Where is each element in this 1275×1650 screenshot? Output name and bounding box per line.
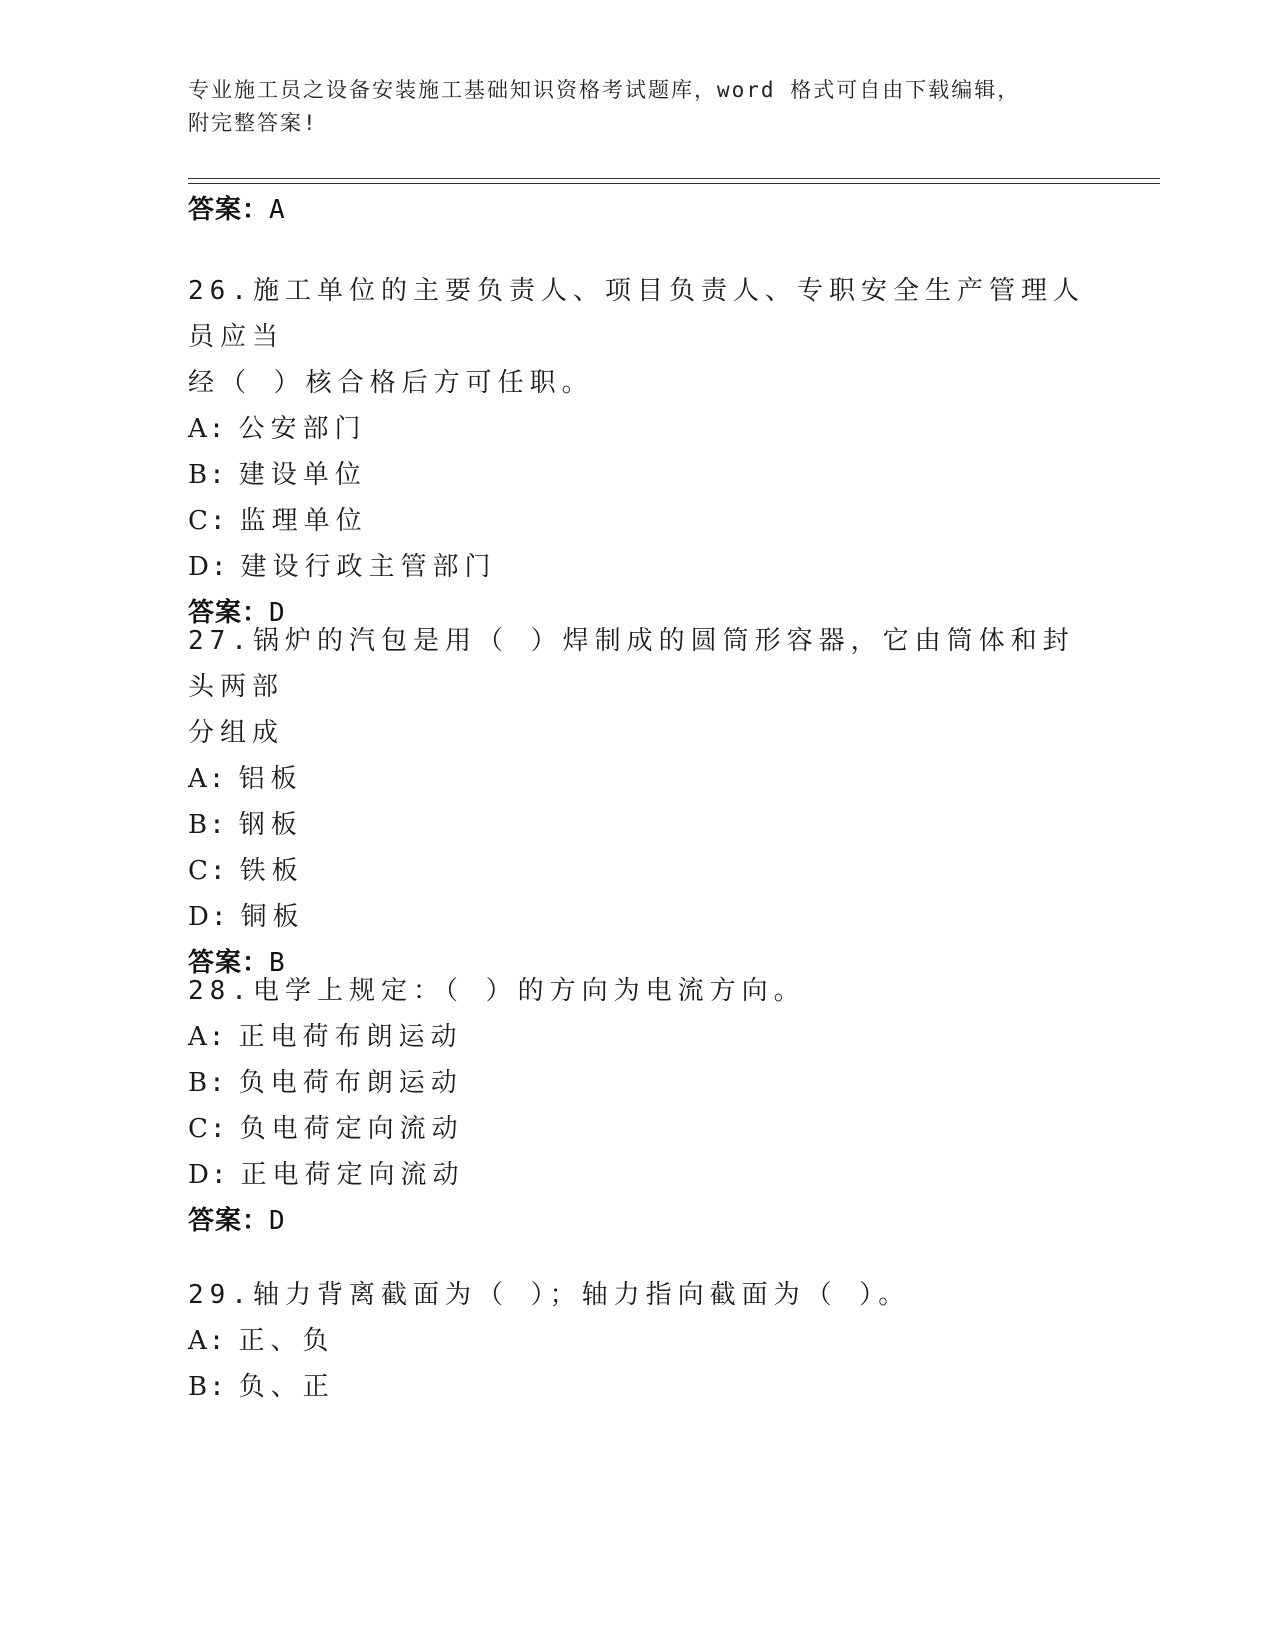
question-stem-line-1: 26.施工单位的主要负责人、项目负责人、专职安全生产管理人员应当: [188, 276, 1085, 352]
option-key: A: [188, 1326, 209, 1356]
option-d: [188, 1152, 1088, 1198]
option-separator: :: [208, 1326, 225, 1356]
option-text: 铝板: [238, 764, 303, 794]
option-d: [188, 544, 1088, 590]
option-key: C: [188, 856, 210, 886]
header-line-2: 附完整答案!: [188, 111, 318, 135]
option-text: 建设行政主管部门: [240, 552, 497, 582]
option-key: A: [188, 1022, 209, 1052]
option-text: 正、负: [238, 1326, 335, 1356]
option-text: 负电荷布朗运动: [238, 1068, 463, 1098]
option-text: 公安部门: [238, 414, 367, 444]
question-26: [188, 268, 1088, 636]
question-stem-line-1: 27.锅炉的汽包是用（ ）焊制成的圆筒形容器，它由筒体和封头两部: [188, 626, 1075, 702]
option-key: A: [188, 764, 209, 794]
option-text: 钢板: [238, 810, 303, 840]
option-key: B: [188, 460, 210, 490]
option-c: [188, 498, 1088, 544]
header-divider-bottom: [188, 183, 1160, 184]
answer-value: B: [269, 948, 287, 978]
option-separator: :: [210, 902, 227, 932]
question-27: [188, 618, 1088, 986]
question-stem-line-2: 经（ ）核合格后方可任职。: [188, 368, 594, 398]
option-separator: :: [209, 1372, 225, 1402]
option-text: 正电荷布朗运动: [238, 1022, 463, 1052]
option-text: 负电荷定向流动: [239, 1114, 464, 1144]
option-separator: :: [209, 1068, 225, 1098]
option-key: B: [188, 1068, 210, 1098]
document-header: [188, 74, 1088, 140]
option-text: 铁板: [239, 856, 304, 886]
option-key: D: [188, 552, 211, 582]
answer-value: D: [269, 1206, 287, 1236]
option-b: [188, 1364, 1088, 1410]
question-answer: [188, 1198, 1088, 1244]
question-28: [188, 968, 1088, 1244]
option-key: D: [188, 902, 211, 932]
question-stem-line-1: 29.轴力背离截面为（ ）；轴力指向截面为（ ）。: [188, 1280, 911, 1310]
question-stem-line-1: 28.电学上规定：（ ）的方向为电流方向。: [188, 976, 806, 1006]
option-key: D: [188, 1160, 211, 1190]
option-text: 监理单位: [239, 506, 368, 536]
option-b: [188, 802, 1088, 848]
option-key: C: [188, 1114, 210, 1144]
option-separator: :: [208, 414, 225, 444]
header-divider-top: [188, 178, 1160, 179]
option-text: 正电荷定向流动: [240, 1160, 465, 1190]
answer-label: 答案：: [188, 948, 270, 978]
option-key: A: [188, 414, 209, 444]
option-c: [188, 1106, 1088, 1152]
option-separator: :: [209, 460, 225, 490]
option-key: B: [188, 1372, 210, 1402]
option-separator: :: [208, 1022, 225, 1052]
answer-label: 答案：: [188, 1206, 270, 1236]
option-a: [188, 1318, 1088, 1364]
answer-value: D: [269, 598, 287, 628]
question-29: [188, 1272, 1088, 1410]
header-line-1: 专业施工员之设备安装施工基础知识资格考试题库，word 格式可自由下载编辑，: [188, 78, 1021, 102]
previous-answer: [188, 193, 287, 227]
option-a: [188, 406, 1088, 452]
option-separator: :: [208, 764, 225, 794]
option-text: 建设单位: [238, 460, 367, 490]
option-key: C: [188, 506, 210, 536]
option-separator: :: [209, 810, 225, 840]
option-text: 负、正: [238, 1372, 335, 1402]
option-key: B: [188, 810, 210, 840]
option-separator: :: [210, 1160, 227, 1190]
answer-label: 答案：: [188, 598, 270, 628]
option-c: [188, 848, 1088, 894]
option-a: [188, 756, 1088, 802]
option-a: [188, 1014, 1088, 1060]
option-separator: :: [209, 506, 226, 536]
option-b: [188, 452, 1088, 498]
answer-value: A: [269, 195, 287, 225]
option-d: [188, 894, 1088, 940]
option-separator: :: [209, 1114, 226, 1144]
option-b: [188, 1060, 1088, 1106]
option-separator: :: [209, 856, 226, 886]
option-text: 铜板: [240, 902, 305, 932]
option-separator: :: [210, 552, 227, 582]
answer-label: 答案：: [188, 195, 270, 225]
question-stem-line-2: 分组成: [188, 718, 285, 748]
